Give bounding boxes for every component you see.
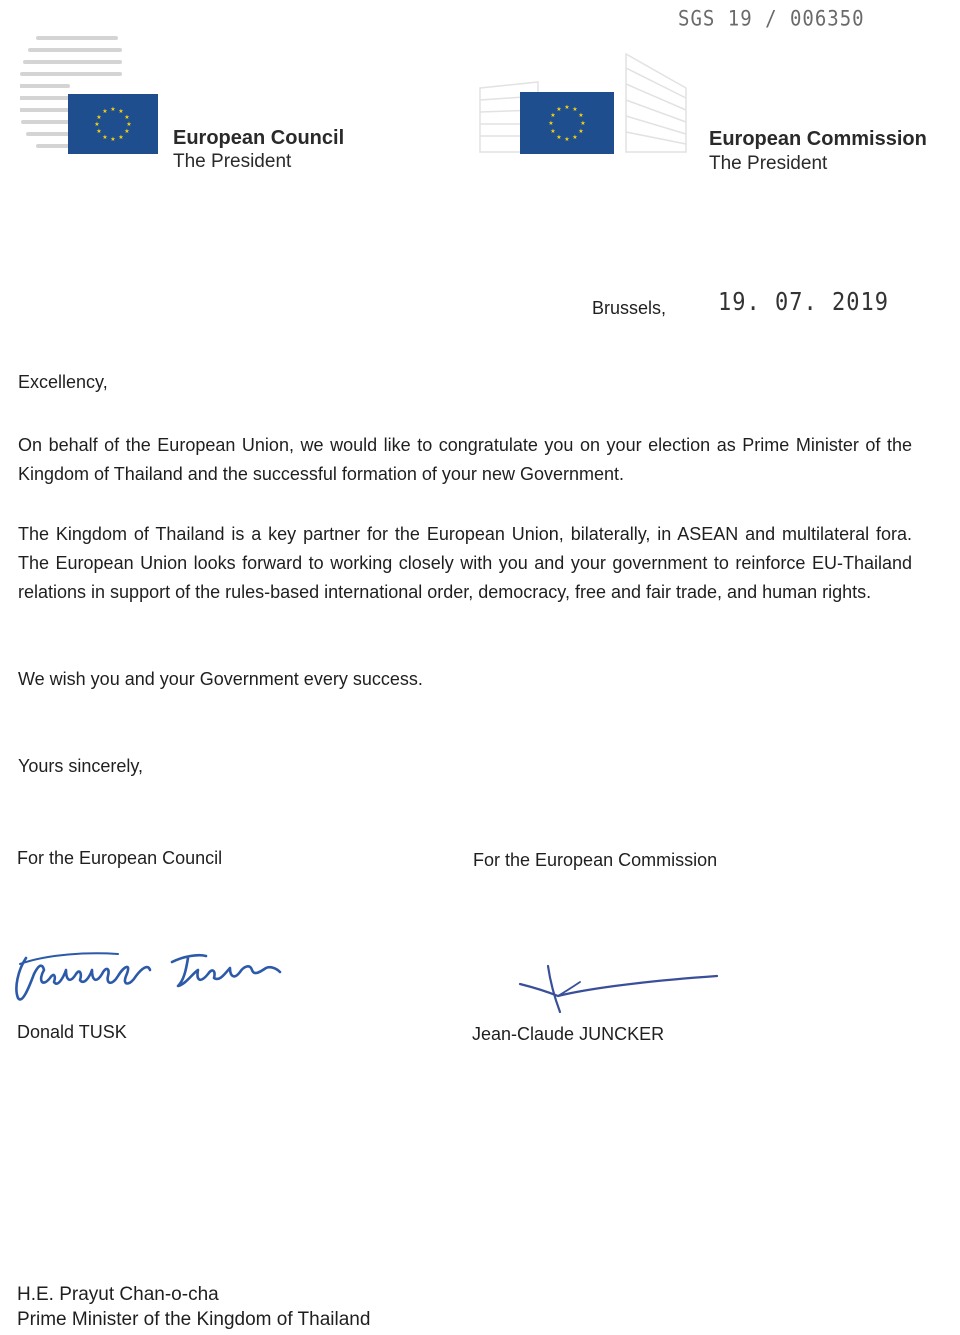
council-signatory-name: Donald TUSK <box>17 1022 127 1042</box>
svg-text:★: ★ <box>126 121 132 128</box>
tusk-signature <box>8 940 293 1020</box>
svg-text:★: ★ <box>110 136 116 143</box>
council-signatory-label: For the European Council <box>17 848 223 868</box>
reference-number: SGS 19 / 006350 <box>678 6 865 32</box>
svg-text:★: ★ <box>550 112 556 119</box>
dateline-date: 19. 07. 2019 <box>718 288 889 317</box>
commission-name: European Commission <box>709 128 927 150</box>
svg-text:★: ★ <box>102 108 108 115</box>
svg-text:★: ★ <box>96 128 102 135</box>
closing: Yours sincerely, <box>18 756 144 776</box>
svg-text:★: ★ <box>572 134 578 141</box>
svg-text:★: ★ <box>556 106 562 113</box>
svg-text:★: ★ <box>94 121 100 128</box>
paragraph-2: The Kingdom of Thailand is a key partner for the European Union, bilaterally, in ASEAN and multilateral fora. The European Union looks forward to working closely with you and your government to reinforce EU-Thailand relations in support of the rules-based international order, democracy, free and fair trade, and human rights. <box>18 524 912 602</box>
commission-subtitle: The President <box>709 153 828 174</box>
paragraph-3: We wish you and your Government every success. <box>18 669 423 689</box>
svg-text:★: ★ <box>96 114 102 121</box>
commission-signatory-label: For the European Commission <box>473 850 718 870</box>
svg-text:★: ★ <box>578 112 584 119</box>
svg-text:★: ★ <box>572 106 578 113</box>
addressee-title: Prime Minister of the Kingdom of Thailand <box>17 1309 371 1330</box>
paragraph-1: On behalf of the European Union, we would like to congratulate you on your election as Prime Minister of the Kingdom of Thailand and the successful formation of your new Government. <box>18 435 912 484</box>
juncker-signature <box>512 962 727 1014</box>
svg-text:★: ★ <box>124 128 130 135</box>
dateline-place: Brussels, <box>592 298 667 318</box>
svg-text:★: ★ <box>580 120 586 127</box>
eu-flag-icon <box>68 94 158 154</box>
svg-text:★: ★ <box>118 108 124 115</box>
svg-text:★: ★ <box>110 106 116 113</box>
svg-text:★: ★ <box>578 128 584 135</box>
svg-text:★: ★ <box>564 104 570 111</box>
commission-signatory-name: Jean-Claude JUNCKER <box>472 1024 665 1044</box>
salutation: Excellency, <box>18 372 108 392</box>
council-subtitle: The President <box>173 151 292 172</box>
svg-text:★: ★ <box>118 134 124 141</box>
svg-text:★: ★ <box>102 134 108 141</box>
svg-text:★: ★ <box>550 128 556 135</box>
svg-text:★: ★ <box>564 136 570 143</box>
svg-text:★: ★ <box>556 134 562 141</box>
eu-flag-icon <box>520 92 614 154</box>
council-name: European Council <box>173 127 345 149</box>
svg-text:★: ★ <box>548 120 554 127</box>
addressee-name: H.E. Prayut Chan-o-cha <box>17 1284 219 1305</box>
svg-text:★: ★ <box>124 114 130 121</box>
